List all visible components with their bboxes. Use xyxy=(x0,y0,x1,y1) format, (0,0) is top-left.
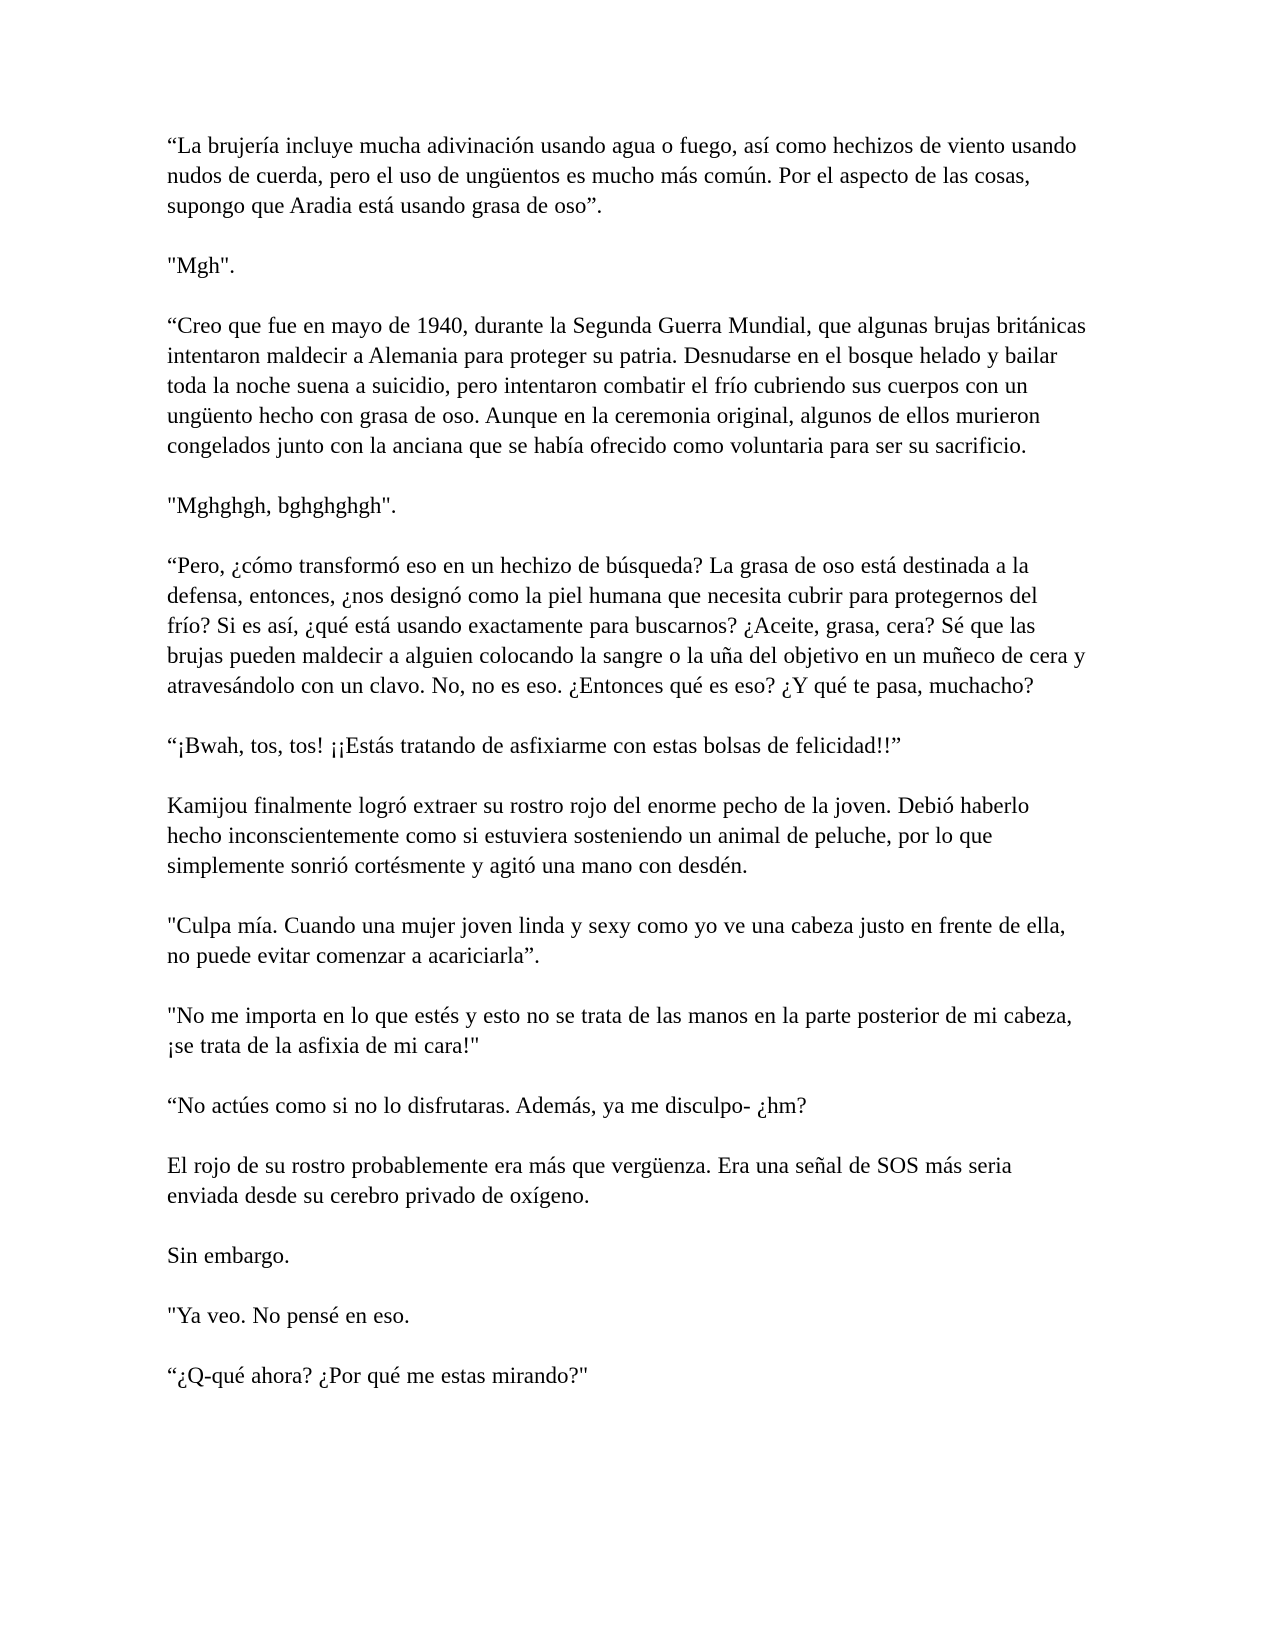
paragraph: El rojo de su rostro probablemente era más que vergüenza. Era una señal de SOS más seria enviada desde su cerebro privado de oxígeno. xyxy=(167,1153,1012,1208)
paragraph: “Pero, ¿cómo transformó eso en un hechizo de búsqueda? La grasa de oso está destinada a la defensa, entonces, ¿nos designó como la piel humana que necesita cubrir para protegernos del frío? Si es así, ¿qué está usando exactamente para buscarnos? ¿Aceite, grasa, cera? Sé que las brujas pueden maldecir a alguien colocando la sangre o la uña del objetivo en un muñeco de cera y atravesándolo con un clavo. No, no es eso. ¿Entonces qué es eso? ¿Y qué te pasa, muchacho? xyxy=(167,553,1086,698)
paragraph: “Creo que fue en mayo de 1940, durante la Segunda Guerra Mundial, que algunas brujas británicas intentaron maldecir a Alemania para proteger su patria. Desnudarse en el bosque helado y bailar toda la noche suena a suicidio, pero intentaron combatir el frío cubriendo sus cuerpos con un ungüento hecho con grasa de oso. Aunque en la ceremonia original, algunos de ellos murieron congelados junto con la anciana que se había ofrecido como voluntaria para ser su sacrificio. xyxy=(167,313,1086,458)
paragraph: "Mgh". xyxy=(167,253,235,278)
paragraph: “¡Bwah, tos, tos! ¡¡Estás tratando de asfixiarme con estas bolsas de felicidad!!” xyxy=(167,733,902,758)
paragraph: "No me importa en lo que estés y esto no se trata de las manos en la parte posterior de mi cabeza, ¡se trata de la asfixia de mi cara!" xyxy=(167,1003,1073,1058)
paragraph: "Culpa mía. Cuando una mujer joven linda y sexy como yo ve una cabeza justo en frente de ella, no puede evitar comenzar a acariciarla”. xyxy=(167,913,1066,968)
paragraph: “La brujería incluye mucha adivinación usando agua o fuego, así como hechizos de viento usando nudos de cuerda, pero el uso de ungüentos es mucho más común. Por el aspecto de las cosas, supongo que Aradia está usando grasa de oso”. xyxy=(167,133,1077,218)
paragraph: "Ya veo. No pensé en eso. xyxy=(167,1303,410,1328)
paragraph: “No actúes como si no lo disfrutaras. Además, ya me disculpo- ¿hm? xyxy=(167,1093,807,1118)
document-text-body xyxy=(167,131,1087,1421)
paragraph: Sin embargo. xyxy=(167,1243,290,1268)
paragraph: Kamijou finalmente logró extraer su rostro rojo del enorme pecho de la joven. Debió haberlo hecho inconscientemente como si estuviera sosteniendo un animal de peluche, por lo que simplemente sonrió cortésmente y agitó una mano con desdén. xyxy=(167,793,1030,878)
paragraph: "Mghghgh, bghghghgh". xyxy=(167,493,397,518)
paragraph: “¿Q-qué ahora? ¿Por qué me estas mirando?" xyxy=(167,1363,589,1388)
